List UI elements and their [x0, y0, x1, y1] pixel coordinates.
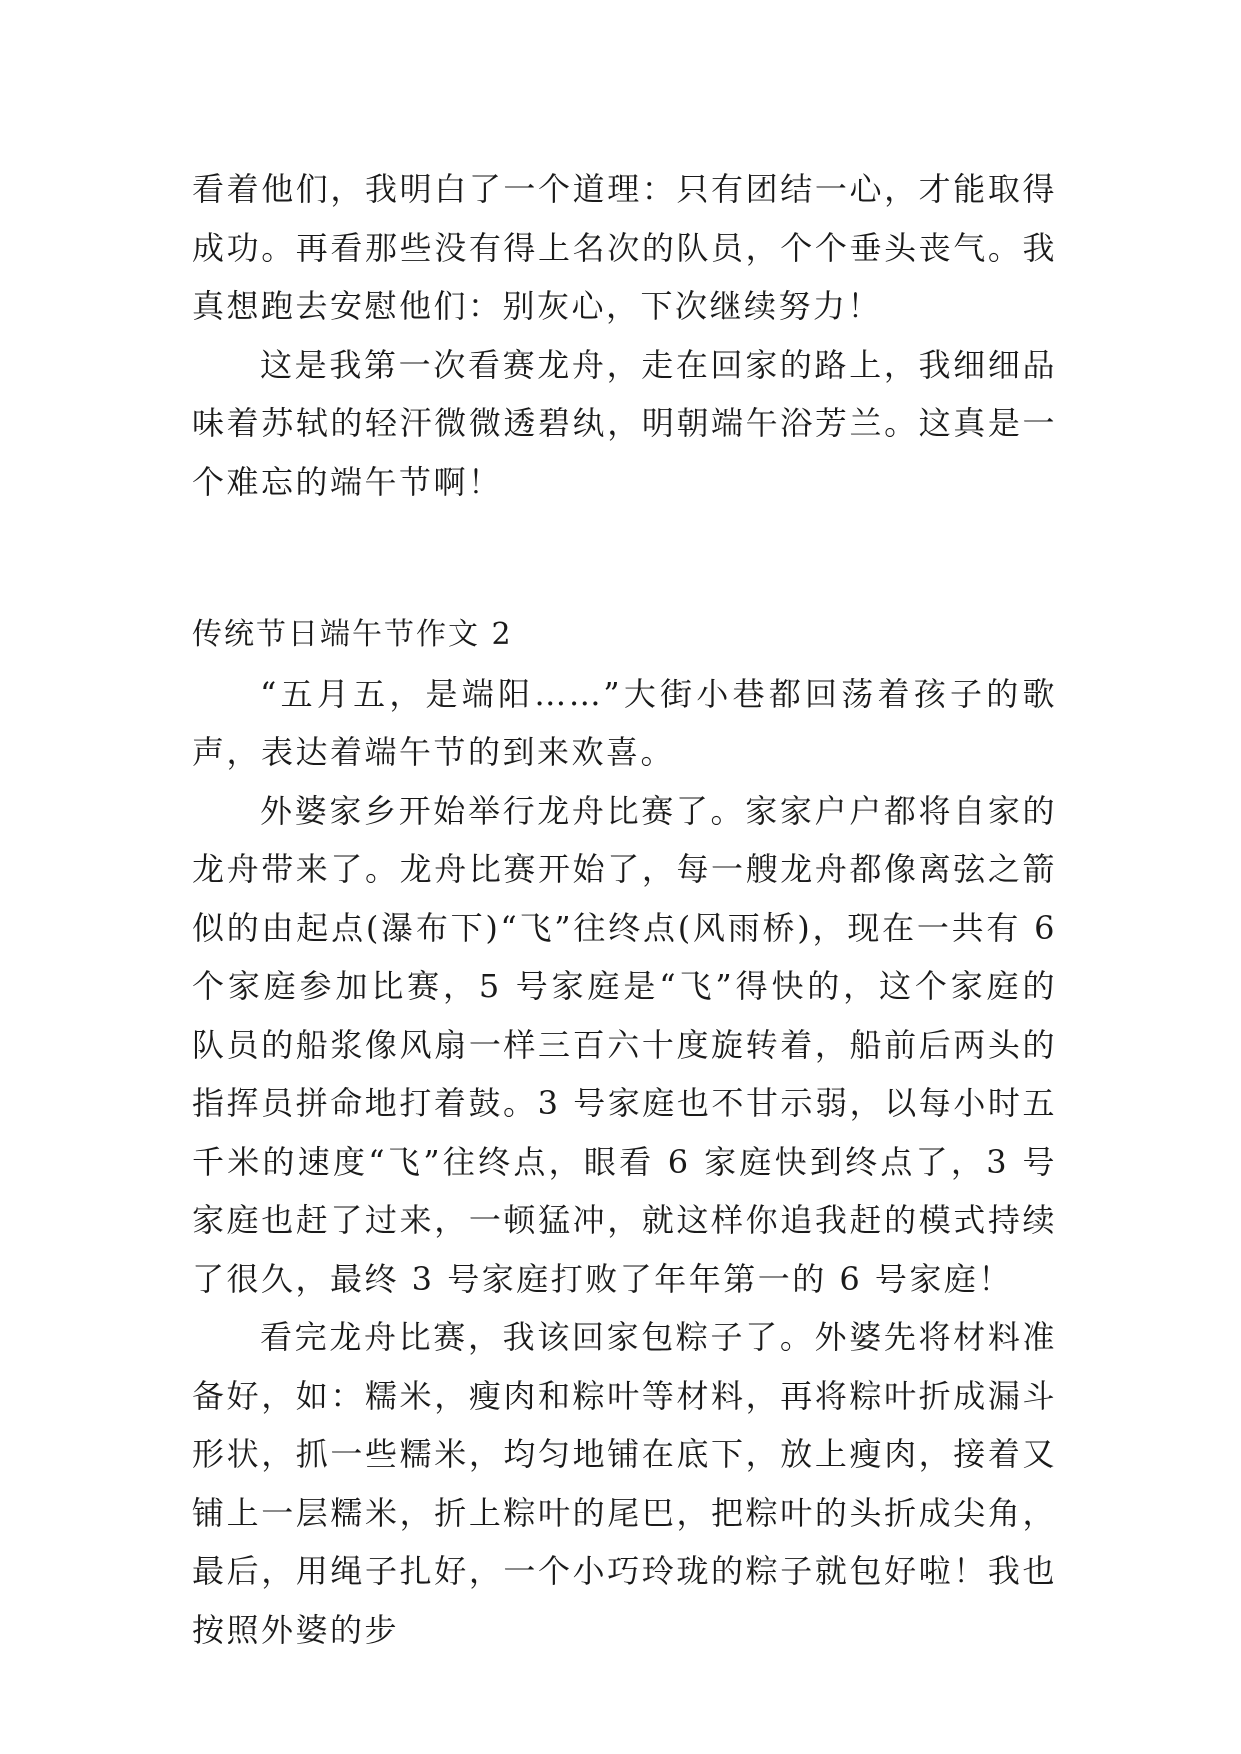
paragraph: 外婆家乡开始举行龙舟比赛了。家家户户都将自家的龙舟带来了。龙舟比赛开始了，每一艘龙舟都像离弦之箭似的由起点(瀑布下)“飞”往终点(风雨桥)，现在一共有 6 个家庭参加比赛，5 号家庭是“飞”得快的，这个家庭的队员的船浆像风扇一样三百六十度旋转着，船前后两头的指挥员拼命地打着鼓。3 号家庭也不甘示弱，以每小时五千米的速度“飞”往终点，眼看 6 家庭快到终点了，3 号家庭也赶了过来，一顿猛冲，就这样你追我赶的模式持续了很久，最终 3 号家庭打败了年年第一的 6 号家庭！ — [192, 791, 1057, 1298]
paragraph: “五月五，是端阳……”大街小巷都回荡着孩子的歌声，表达着端午节的到来欢喜。 — [192, 674, 1057, 771]
document-body — [192, 160, 1057, 1659]
paragraph: 这是我第一次看赛龙舟，走在回家的路上，我细细品味着苏轼的轻汗微微透碧纨，明朝端午浴芳兰。这真是一个难忘的端午节啊！ — [192, 345, 1057, 501]
paragraph: 看着他们，我明白了一个道理：只有团结一心，才能取得成功。再看那些没有得上名次的队员，个个垂头丧气。我真想跑去安慰他们：别灰心，下次继续努力！ — [192, 170, 1057, 325]
section-title: 传统节日端午节作文 2 — [192, 617, 513, 652]
paragraph: 看完龙舟比赛，我该回家包粽子了。外婆先将材料准备好，如：糯米，瘦肉和粽叶等材料，再将粽叶折成漏斗形状，抓一些糯米，均匀地铺在底下，放上瘦肉，接着又铺上一层糯米，折上粽叶的尾巴，把粽叶的头折成尖角，最后，用绳子扎好，一个小巧玲珑的粽子就包好啦！我也按照外婆的步 — [192, 1318, 1057, 1649]
section-spacer — [192, 511, 1057, 606]
